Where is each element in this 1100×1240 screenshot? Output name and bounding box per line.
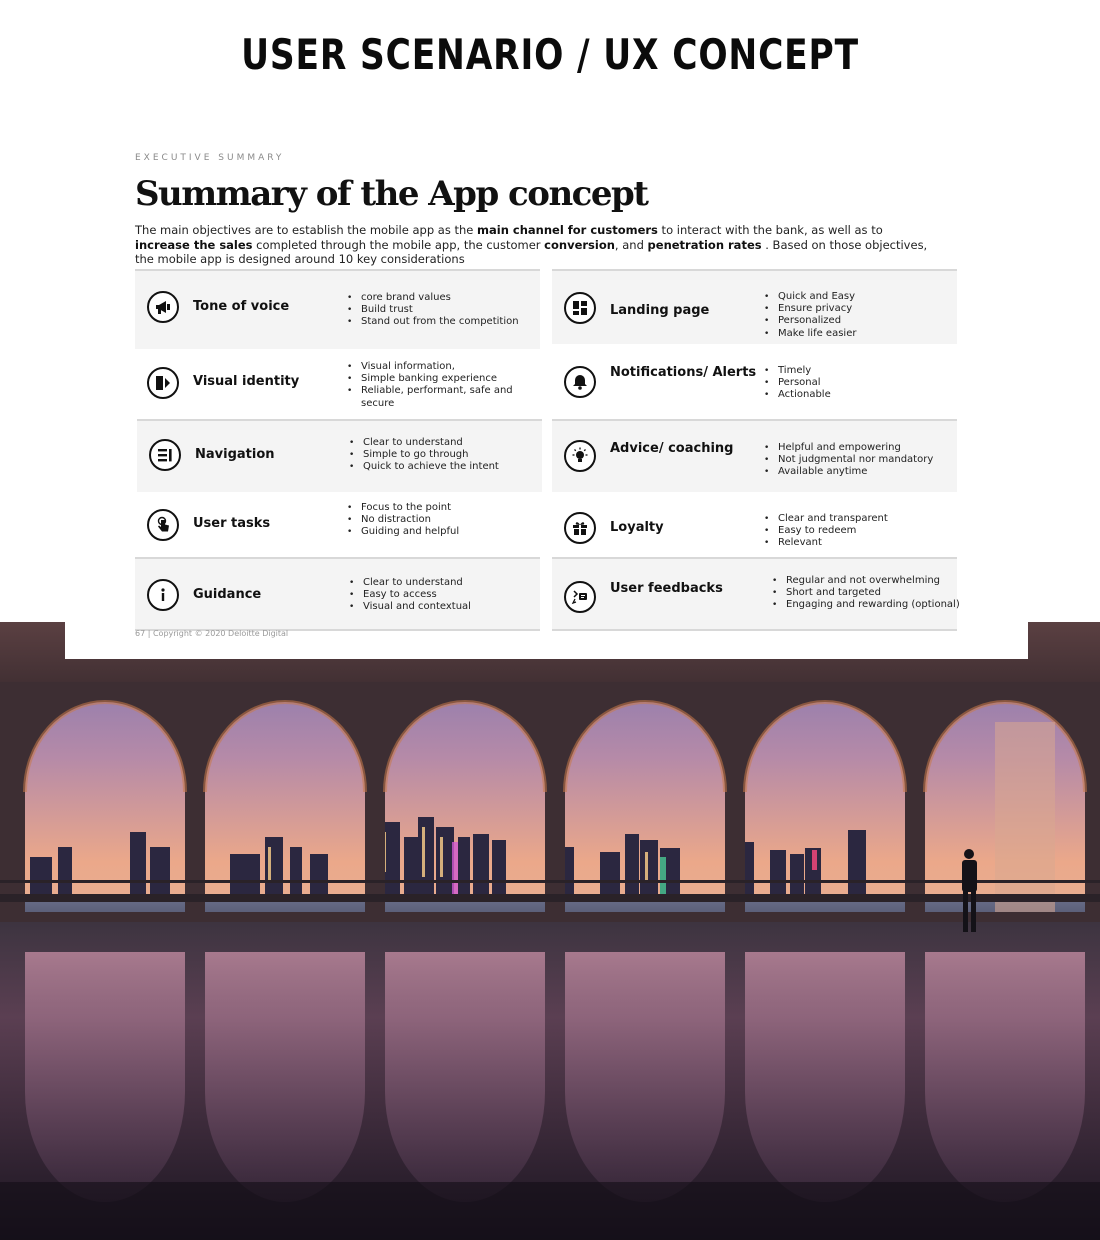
consideration-user-feedbacks <box>552 557 960 631</box>
consideration-label: Advice/ coaching <box>610 441 734 456</box>
consideration-label: Navigation <box>195 447 275 462</box>
consideration-label: User feedbacks <box>610 581 723 596</box>
consideration-loyalty <box>552 492 957 558</box>
bullet-item: • Focus to the point <box>347 502 537 514</box>
bullet-item: • Ensure privacy <box>764 303 954 315</box>
doha-arches-photo <box>0 622 1100 1240</box>
consideration-navigation <box>137 419 542 492</box>
consideration-label: Guidance <box>193 587 262 602</box>
consideration-notifications <box>552 344 957 419</box>
info-icon <box>147 579 179 611</box>
bullet-item: • Simple banking experience <box>347 373 537 385</box>
bullet-item: • Visual information, <box>347 361 537 373</box>
bullet-item: • Timely <box>764 365 954 377</box>
bullet-item: • Engaging and rewarding (optional) <box>772 599 962 611</box>
consideration-label: User tasks <box>193 516 271 531</box>
bullet-item: • Clear and transparent <box>764 513 954 525</box>
consideration-label: Loyalty <box>610 520 664 535</box>
brand-identity-icon <box>147 367 179 399</box>
bullet-item: • Short and targeted <box>772 587 962 599</box>
bullet-item: • Reliable, performant, safe and secure <box>347 385 537 409</box>
consideration-bullets <box>772 575 962 612</box>
bullet-item: • Simple to go through <box>349 449 539 461</box>
consideration-label: Tone of voice <box>193 299 290 314</box>
bullet-item: • Easy to redeem <box>764 525 954 537</box>
consideration-visual-identity <box>135 349 540 419</box>
bullet-item: • Personal <box>764 377 954 389</box>
tap-hand-icon <box>147 509 179 541</box>
intro-paragraph: The main objectives are to establish the mobile app as the main channel for customers to interact with the bank, as well as to increase the sales completed through the mobile app, the customer conversion, and penetration rates . Based on those objectives, the mobile app is designed around 10 key considerations <box>135 223 928 266</box>
bullet-item: • Clear to understand <box>349 577 539 589</box>
bullet-item: • Quick to achieve the intent <box>349 461 539 473</box>
consideration-landing-page <box>552 269 957 344</box>
page-title: USER SCENARIO / UX CONCEPT <box>241 30 859 79</box>
consideration-bullets <box>764 365 954 402</box>
summary-slide <box>65 110 1028 659</box>
consideration-label: Notifications/ Alerts <box>610 365 757 380</box>
bullet-item: • Easy to access <box>349 589 539 601</box>
consideration-bullets <box>347 502 537 539</box>
navigation-menu-icon <box>149 439 181 471</box>
consideration-bullets <box>347 361 537 410</box>
bullet-item: • Visual and contextual <box>349 601 539 613</box>
consideration-bullets <box>764 513 954 550</box>
slide-footer-copyright: 67 | Copyright © 2020 Deloitte Digital <box>135 629 289 638</box>
consideration-advice-coaching <box>552 419 957 492</box>
megaphone-icon <box>147 291 179 323</box>
bullet-item: • Quick and Easy <box>764 291 954 303</box>
bullet-item: • Make life easier <box>764 328 954 340</box>
slide-headline: Summary of the App concept <box>135 174 648 214</box>
bullet-item: • Available anytime <box>764 466 954 478</box>
bullet-item: • No distraction <box>347 514 537 526</box>
lightbulb-icon <box>564 440 596 472</box>
bullet-item: • core brand values <box>347 292 537 304</box>
consideration-bullets <box>764 442 954 479</box>
bullet-item: • Relevant <box>764 537 954 549</box>
bullet-item: • Not judgmental nor mandatory <box>764 454 954 466</box>
bullet-item: • Helpful and empowering <box>764 442 954 454</box>
bullet-item: • Actionable <box>764 389 954 401</box>
feedback-icon <box>564 581 596 613</box>
bell-icon <box>564 366 596 398</box>
bullet-item: • Clear to understand <box>349 437 539 449</box>
consideration-bullets <box>349 437 539 474</box>
consideration-bullets <box>347 292 537 329</box>
consideration-user-tasks <box>135 492 540 558</box>
dashboard-icon <box>564 292 596 324</box>
consideration-guidance <box>135 557 540 631</box>
consideration-label: Landing page <box>610 303 710 318</box>
bullet-item: • Regular and not overwhelming <box>772 575 962 587</box>
gift-icon <box>564 512 596 544</box>
bullet-item: • Personalized <box>764 315 954 327</box>
consideration-label: Visual identity <box>193 374 300 389</box>
consideration-bullets <box>349 577 539 614</box>
consideration-tone-of-voice <box>135 269 540 349</box>
consideration-bullets <box>764 291 954 340</box>
bullet-item: • Build trust <box>347 304 537 316</box>
bullet-item: • Stand out from the competition <box>347 316 537 328</box>
eyebrow-label: EXECUTIVE SUMMARY <box>135 153 285 163</box>
bullet-item: • Guiding and helpful <box>347 526 537 538</box>
